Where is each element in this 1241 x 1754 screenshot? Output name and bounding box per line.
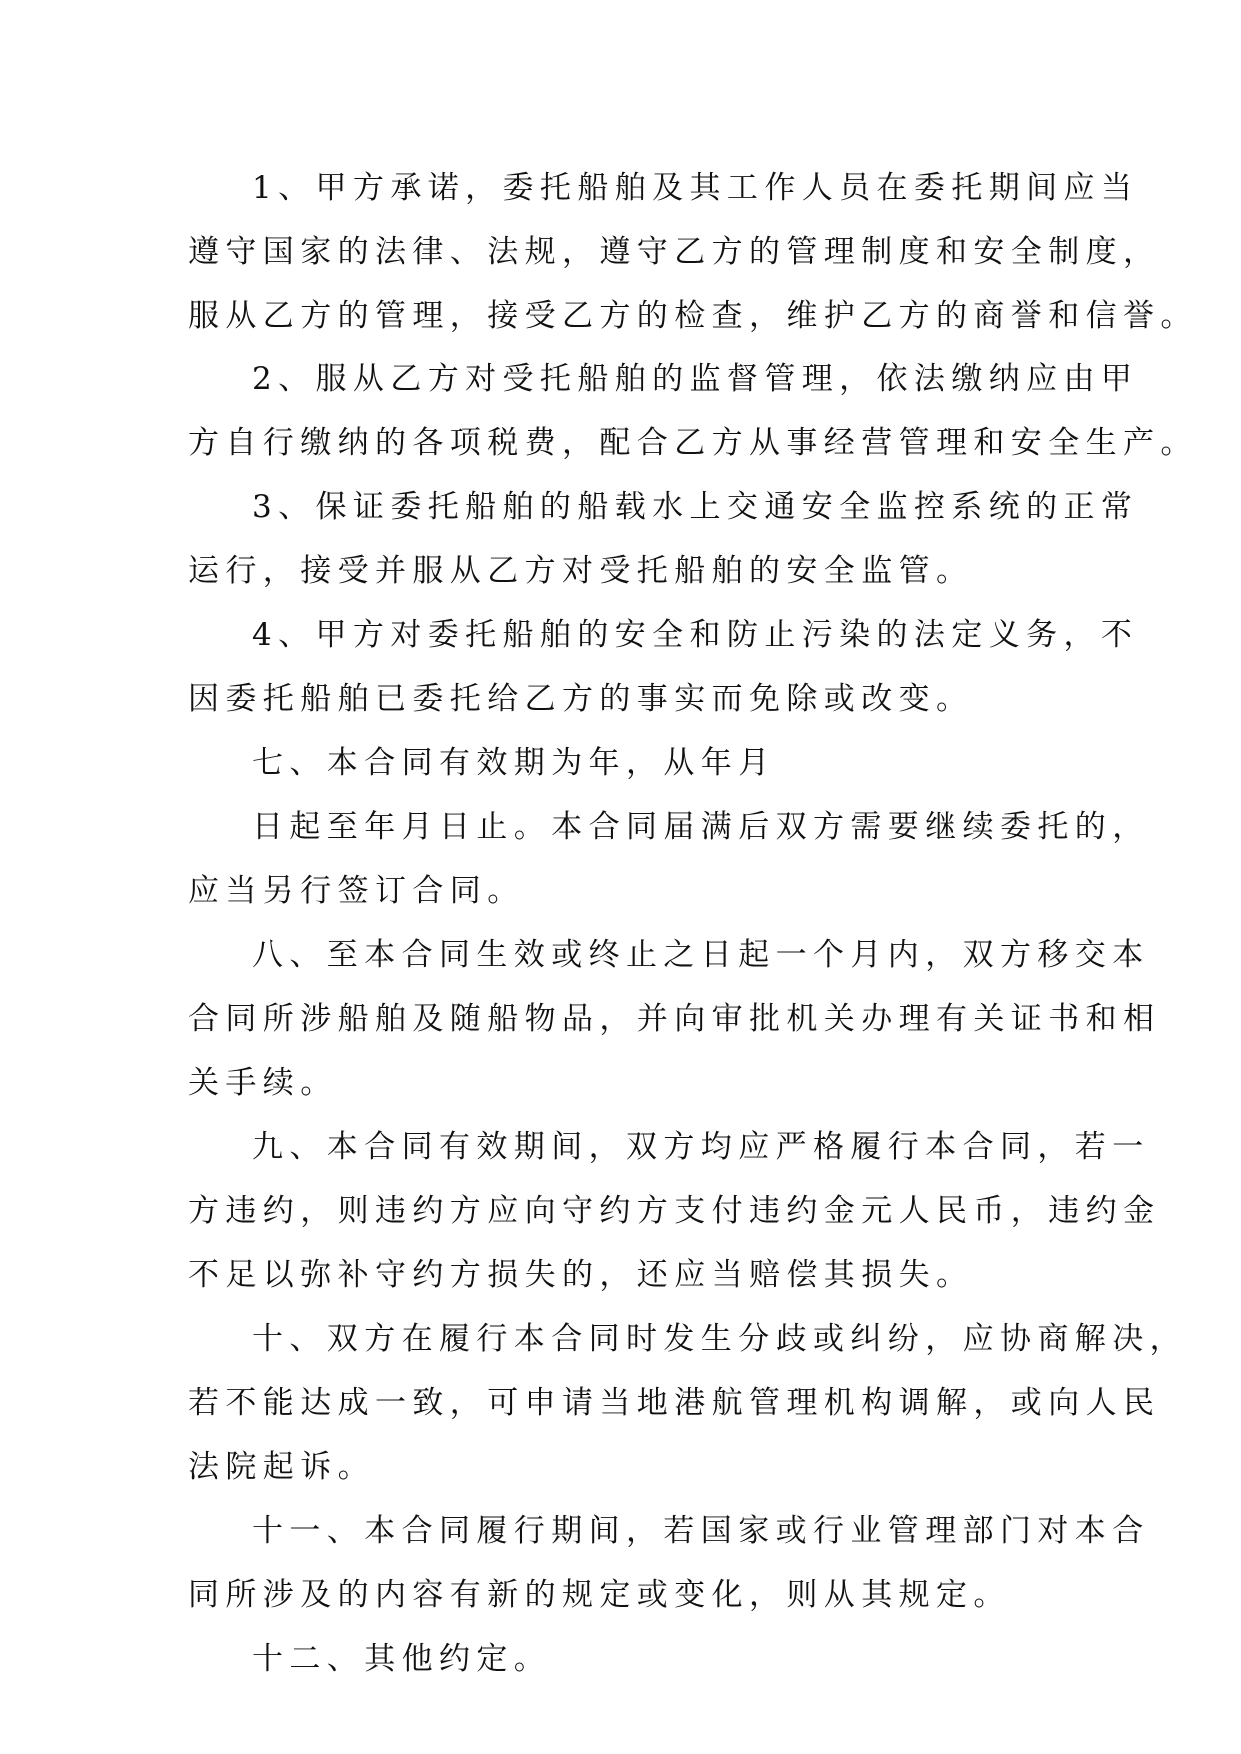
text-line: 1、甲方承诺，委托船舶及其工作人员在委托期间应当: [252, 170, 1139, 206]
text-line: 服从乙方的管理，接受乙方的检查，维护乙方的商誉和信誉。: [188, 298, 1198, 334]
text-line: 八、至本合同生效或终止之日起一个月内，双方移交本: [252, 937, 1150, 973]
text-line: 同所涉及的内容有新的规定或变化，则从其规定。: [188, 1577, 1011, 1613]
text-line: 十二、其他约定。: [252, 1641, 552, 1677]
text-line: 3、保证委托船舶的船载水上交通安全监控系统的正常: [252, 489, 1139, 525]
text-line: 若不能达成一致，可申请当地港航管理机构调解，或向人民: [188, 1385, 1161, 1421]
text-line: 4、甲方对委托船舶的安全和防止污染的法定义务，不: [252, 617, 1139, 653]
text-line: 应当另行签订合同。: [188, 873, 525, 909]
text-line: 方自行缴纳的各项税费，配合乙方从事经营管理和安全生产。: [188, 425, 1198, 461]
text-line: 十、双方在履行本合同时发生分歧或纠纷，应协商解决，: [252, 1321, 1187, 1357]
text-line: 七、本合同有效期为年，从年月: [252, 745, 776, 781]
text-line: 方违约，则违约方应向守约方支付违约金元人民币，违约金: [188, 1193, 1161, 1229]
text-line: 因委托船舶已委托给乙方的事实而免除或改变。: [188, 681, 974, 717]
text-line: 遵守国家的法律、法规，遵守乙方的管理制度和安全制度，: [188, 234, 1161, 270]
text-line: 合同所涉船舶及随船物品，并向审批机关办理有关证书和相: [188, 1001, 1161, 1037]
text-line: 运行，接受并服从乙方对受托船舶的安全监管。: [188, 553, 974, 589]
text-line: 法院起诉。: [188, 1449, 375, 1485]
text-line: 2、服从乙方对受托船舶的监督管理，依法缴纳应由甲: [252, 361, 1139, 397]
text-line: 十一、本合同履行期间，若国家或行业管理部门对本合: [252, 1513, 1150, 1549]
text-line: 不足以弥补守约方损失的，还应当赔偿其损失。: [188, 1257, 974, 1293]
text-line: 关手续。: [188, 1065, 338, 1101]
text-line: 日起至年月日止。本合同届满后双方需要继续委托的，: [252, 809, 1150, 845]
text-line: 九、本合同有效期间，双方均应严格履行本合同，若一: [252, 1129, 1150, 1165]
